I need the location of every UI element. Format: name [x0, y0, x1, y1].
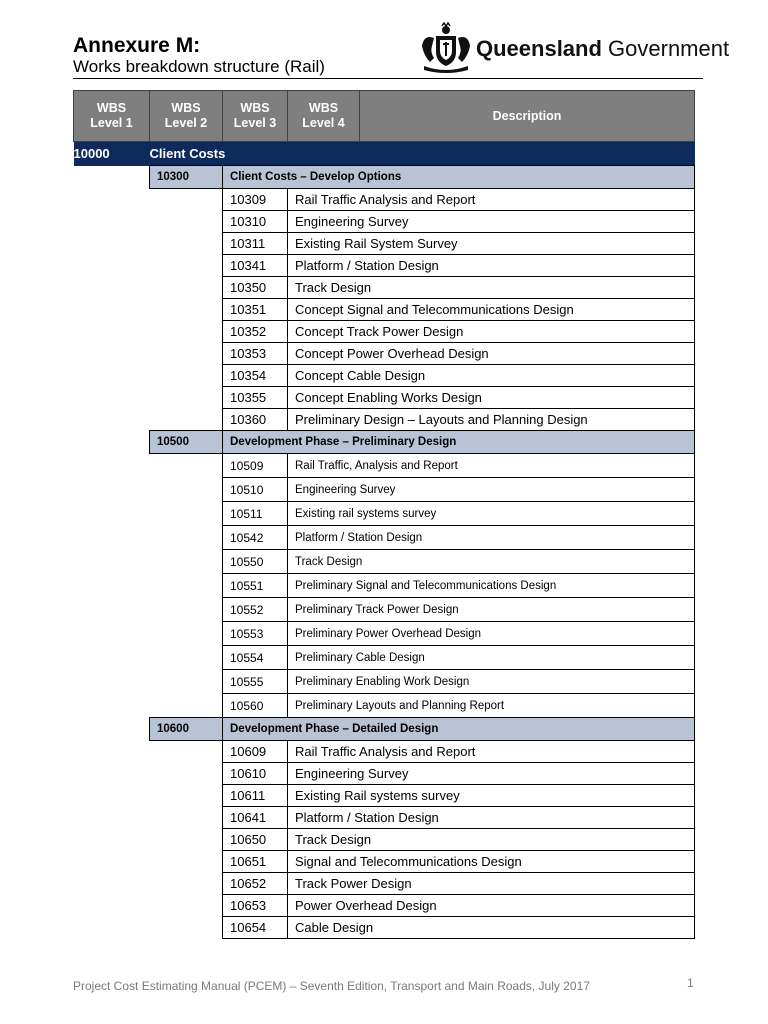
level3-code: 10560: [223, 694, 288, 718]
level3-code: 10309: [223, 189, 288, 211]
level3-code: 10542: [223, 526, 288, 550]
level3-description: Preliminary Design – Layouts and Planning Design: [288, 409, 695, 431]
level3-row: [74, 917, 695, 939]
level3-description: Rail Traffic Analysis and Report: [288, 741, 695, 763]
level3-row: [74, 741, 695, 763]
logo-wordmark-bold: Queensland: [476, 36, 602, 61]
level3-code: 10352: [223, 321, 288, 343]
level3-description: Preliminary Cable Design: [288, 646, 695, 670]
blank-cell: [74, 895, 223, 917]
level3-row: [74, 343, 695, 365]
level2-code: 10300: [150, 166, 223, 189]
level3-code: 10609: [223, 741, 288, 763]
level3-code: 10351: [223, 299, 288, 321]
level3-description: Concept Enabling Works Design: [288, 387, 695, 409]
level2-row: [74, 431, 695, 454]
level3-row: [74, 598, 695, 622]
blank-cell: [74, 718, 150, 741]
level3-description: Concept Track Power Design: [288, 321, 695, 343]
blank-cell: [74, 917, 223, 939]
logo-wordmark-regular: Government: [601, 36, 730, 61]
blank-cell: [74, 785, 223, 807]
blank-cell: [74, 431, 150, 454]
level3-description: Rail Traffic, Analysis and Report: [288, 454, 695, 478]
blank-cell: [74, 233, 223, 255]
blank-cell: [74, 277, 223, 299]
level3-code: 10510: [223, 478, 288, 502]
column-header-wbs-level-3: WBS Level 3: [223, 91, 288, 142]
blank-cell: [74, 670, 223, 694]
column-header-description: Description: [360, 91, 695, 142]
footer-text: Project Cost Estimating Manual (PCEM) – Seventh Edition, Transport and Main Roads, July 2017: [73, 979, 590, 993]
blank-cell: [74, 598, 223, 622]
level3-description: Engineering Survey: [288, 211, 695, 233]
level1-label: Client Costs: [150, 142, 695, 166]
level3-description: Engineering Survey: [288, 763, 695, 785]
blank-cell: [74, 211, 223, 233]
level3-row: [74, 299, 695, 321]
level2-label: Development Phase – Preliminary Design: [223, 431, 695, 454]
level3-row: [74, 478, 695, 502]
level3-code: 10551: [223, 574, 288, 598]
level3-row: [74, 670, 695, 694]
level3-row: [74, 189, 695, 211]
level3-description: Track Design: [288, 550, 695, 574]
level3-code: 10350: [223, 277, 288, 299]
level3-description: Existing Rail systems survey: [288, 785, 695, 807]
level3-description: Preliminary Signal and Telecommunications Design: [288, 574, 695, 598]
level3-code: 10610: [223, 763, 288, 785]
level3-description: Platform / Station Design: [288, 526, 695, 550]
level3-description: Cable Design: [288, 917, 695, 939]
level3-description: Preliminary Enabling Work Design: [288, 670, 695, 694]
column-header-wbs-level-1: WBS Level 1: [74, 91, 150, 142]
blank-cell: [74, 343, 223, 365]
level3-row: [74, 233, 695, 255]
blank-cell: [74, 807, 223, 829]
level3-row: [74, 255, 695, 277]
wbs-table: [73, 90, 695, 939]
logo-wordmark: [476, 36, 729, 62]
level3-description: Preliminary Power Overhead Design: [288, 622, 695, 646]
level3-description: Preliminary Layouts and Planning Report: [288, 694, 695, 718]
level3-code: 10553: [223, 622, 288, 646]
level3-code: 10554: [223, 646, 288, 670]
level3-row: [74, 646, 695, 670]
level3-row: [74, 829, 695, 851]
level3-description: Track Power Design: [288, 873, 695, 895]
blank-cell: [74, 365, 223, 387]
level3-code: 10360: [223, 409, 288, 431]
blank-cell: [74, 166, 150, 189]
level3-code: 10550: [223, 550, 288, 574]
wbs-table-body: [74, 142, 695, 939]
level3-code: 10611: [223, 785, 288, 807]
blank-cell: [74, 299, 223, 321]
level3-row: [74, 694, 695, 718]
level3-row: [74, 211, 695, 233]
level3-row: [74, 321, 695, 343]
level3-row: [74, 851, 695, 873]
blank-cell: [74, 321, 223, 343]
level3-row: [74, 574, 695, 598]
level3-row: [74, 622, 695, 646]
level3-code: 10651: [223, 851, 288, 873]
level2-label: Client Costs – Develop Options: [223, 166, 695, 189]
blank-cell: [74, 873, 223, 895]
blank-cell: [74, 829, 223, 851]
page-subtitle: Works breakdown structure (Rail): [73, 57, 325, 76]
level3-code: 10641: [223, 807, 288, 829]
level3-code: 10552: [223, 598, 288, 622]
blank-cell: [74, 387, 223, 409]
blank-cell: [74, 454, 223, 478]
blank-cell: [74, 694, 223, 718]
level3-code: 10341: [223, 255, 288, 277]
level3-description: Track Design: [288, 277, 695, 299]
level3-code: 10650: [223, 829, 288, 851]
level3-row: [74, 365, 695, 387]
level3-row: [74, 763, 695, 785]
blank-cell: [74, 763, 223, 785]
blank-cell: [74, 646, 223, 670]
queensland-crest-icon: [418, 22, 474, 74]
level3-description: Concept Cable Design: [288, 365, 695, 387]
level2-row: [74, 166, 695, 189]
level3-row: [74, 550, 695, 574]
level3-code: 10354: [223, 365, 288, 387]
level3-row: [74, 785, 695, 807]
level3-description: Platform / Station Design: [288, 807, 695, 829]
column-header-wbs-level-2: WBS Level 2: [150, 91, 223, 142]
level3-code: 10311: [223, 233, 288, 255]
level3-description: Existing Rail System Survey: [288, 233, 695, 255]
blank-cell: [74, 478, 223, 502]
level3-row: [74, 526, 695, 550]
blank-cell: [74, 526, 223, 550]
level3-row: [74, 873, 695, 895]
queensland-government-logo: [418, 22, 730, 74]
blank-cell: [74, 255, 223, 277]
level3-code: 10555: [223, 670, 288, 694]
level3-description: Rail Traffic Analysis and Report: [288, 189, 695, 211]
blank-cell: [74, 851, 223, 873]
blank-cell: [74, 622, 223, 646]
blank-cell: [74, 502, 223, 526]
blank-cell: [74, 574, 223, 598]
blank-cell: [74, 409, 223, 431]
level3-row: [74, 277, 695, 299]
level3-code: 10511: [223, 502, 288, 526]
level3-row: [74, 502, 695, 526]
level3-row: [74, 387, 695, 409]
header-rule: [73, 78, 703, 79]
level3-row: [74, 409, 695, 431]
level3-description: Platform / Station Design: [288, 255, 695, 277]
level3-code: 10310: [223, 211, 288, 233]
level3-code: 10355: [223, 387, 288, 409]
level3-row: [74, 454, 695, 478]
level3-code: 10653: [223, 895, 288, 917]
level3-description: Concept Signal and Telecommunications Design: [288, 299, 695, 321]
blank-cell: [74, 550, 223, 574]
level3-code: 10509: [223, 454, 288, 478]
table-header-row: [74, 91, 695, 142]
level3-description: Power Overhead Design: [288, 895, 695, 917]
level1-code: 10000: [74, 142, 150, 166]
level3-description: Engineering Survey: [288, 478, 695, 502]
column-header-wbs-level-4: WBS Level 4: [288, 91, 360, 142]
level3-code: 10353: [223, 343, 288, 365]
level3-description: Existing rail systems survey: [288, 502, 695, 526]
level2-code: 10600: [150, 718, 223, 741]
level3-description: Signal and Telecommunications Design: [288, 851, 695, 873]
level3-row: [74, 807, 695, 829]
level3-code: 10654: [223, 917, 288, 939]
page-title: Annexure M:: [73, 34, 201, 57]
level3-description: Preliminary Track Power Design: [288, 598, 695, 622]
level2-code: 10500: [150, 431, 223, 454]
level3-row: [74, 895, 695, 917]
level2-label: Development Phase – Detailed Design: [223, 718, 695, 741]
page-number: 1: [687, 976, 694, 990]
level2-row: [74, 718, 695, 741]
blank-cell: [74, 741, 223, 763]
level1-row: [74, 142, 695, 166]
level3-code: 10652: [223, 873, 288, 895]
level3-description: Track Design: [288, 829, 695, 851]
blank-cell: [74, 189, 223, 211]
level3-description: Concept Power Overhead Design: [288, 343, 695, 365]
